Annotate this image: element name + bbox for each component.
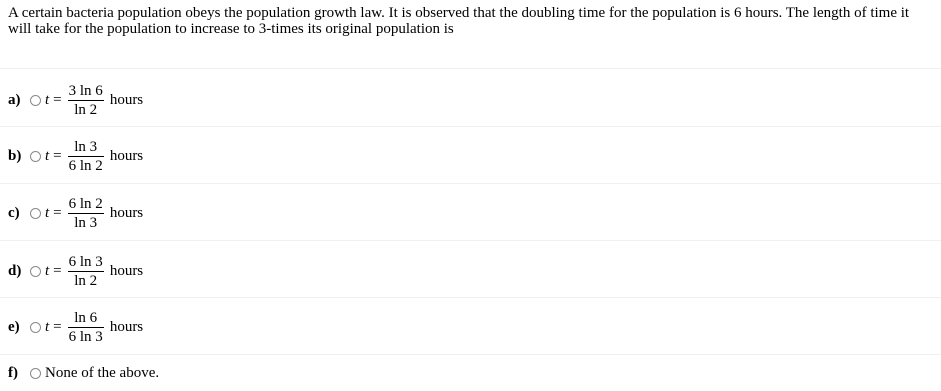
unit-label: hours <box>109 318 144 335</box>
option-letter: a) <box>8 91 21 108</box>
fraction <box>68 83 104 118</box>
radio-button-d[interactable] <box>30 266 41 277</box>
denominator: 6 ln 3 <box>68 328 103 345</box>
question-text: A certain bacteria population obeys the population growth law. It is observed that the doubling time for the population is 6 hours. The length of time it will take for the population to increase to 3-times its original population is <box>8 5 910 37</box>
numerator: 6 ln 3 <box>68 253 103 270</box>
option-letter: b) <box>8 147 22 164</box>
numerator: ln 3 <box>74 138 98 155</box>
divider <box>0 126 941 127</box>
equals-sign: = <box>53 262 62 279</box>
denominator: ln 2 <box>74 101 98 118</box>
numerator: ln 6 <box>74 309 98 326</box>
unit-label: hours <box>109 204 144 221</box>
option-letter: c) <box>8 204 20 221</box>
equals-sign: = <box>53 318 62 335</box>
variable-t: t <box>45 262 50 279</box>
divider <box>0 297 941 298</box>
option-letter: f) <box>8 365 18 381</box>
radio-button-c[interactable] <box>30 208 41 219</box>
unit-label: hours <box>109 91 144 108</box>
fraction <box>68 196 104 231</box>
numerator: 3 ln 6 <box>68 82 103 99</box>
equals-sign: = <box>53 147 62 164</box>
option-f[interactable] <box>8 365 159 382</box>
denominator: 6 ln 2 <box>68 157 103 174</box>
denominator: ln 3 <box>74 214 98 231</box>
variable-t: t <box>45 204 50 221</box>
divider <box>0 240 941 241</box>
radio-button-b[interactable] <box>30 151 41 162</box>
divider <box>0 68 941 69</box>
option-e[interactable] <box>8 305 143 349</box>
numerator: 6 ln 2 <box>68 195 103 212</box>
option-letter: e) <box>8 318 20 335</box>
option-b[interactable] <box>8 134 143 178</box>
variable-t: t <box>45 147 50 164</box>
option-a[interactable] <box>8 78 143 122</box>
radio-button-a[interactable] <box>30 95 41 106</box>
variable-t: t <box>45 91 50 108</box>
divider <box>0 183 941 184</box>
divider <box>0 354 941 355</box>
fraction <box>68 310 104 345</box>
option-d[interactable] <box>8 249 143 293</box>
denominator: ln 2 <box>74 272 98 289</box>
unit-label: hours <box>109 147 144 164</box>
radio-button-f[interactable] <box>30 368 41 379</box>
radio-button-e[interactable] <box>30 322 41 333</box>
unit-label: hours <box>109 262 144 279</box>
option-letter: d) <box>8 262 22 279</box>
option-text: None of the above. <box>45 365 160 381</box>
equals-sign: = <box>53 204 62 221</box>
option-c[interactable] <box>8 191 143 235</box>
equals-sign: = <box>53 91 62 108</box>
fraction <box>68 254 104 289</box>
fraction <box>68 139 104 174</box>
variable-t: t <box>45 318 50 335</box>
